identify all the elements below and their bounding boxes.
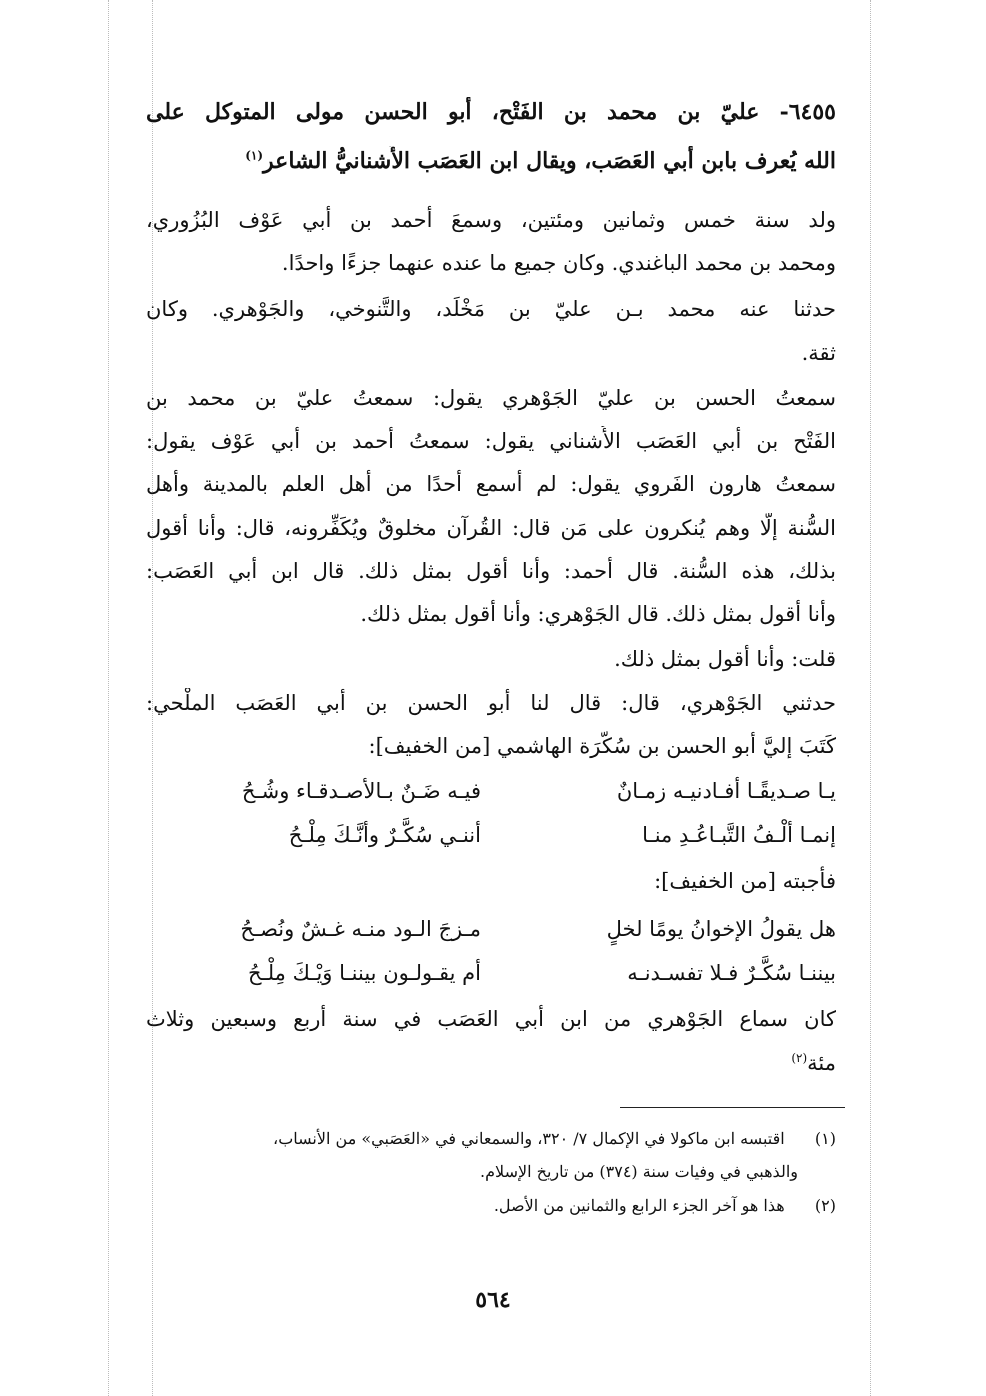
paragraph-line: ثقة. [801, 341, 836, 365]
verse-second-hemistich: فيـه ضَـنٌ بـالأصـدقـاء وشُـحُ [241, 779, 481, 803]
verse-second-hemistich: مـزجَ الـود منـه غـشٌ ونُصـحُ [240, 917, 481, 941]
verse-first-hemistich: يـا صـديقًـا أفـادنيـه زمـانٌ [616, 779, 836, 803]
reply-intro: فأجبته [من الخفيف]: [654, 869, 836, 893]
paragraph-line: سمعتُ هارون الفَروي يقول: لم أسمع أحدًا من أهل العلم بالمدينة وأهل [146, 472, 836, 496]
footnote-1-number: (١) [814, 1129, 836, 1148]
paragraph-line: حدثنا عنه محمد بـن عليّ بن مَخْلَد، والتَّنوخي، والجَوْهري. وكان [146, 297, 836, 321]
paragraph-line: وأنا أقول بمثل ذلك. قال الجَوْهري: وأنا أقول بمثل ذلك. [360, 602, 836, 626]
paragraph-line: سمعتُ الحسن بن عليّ الجَوْهري يقول: سمعتُ عليّ بن محمد بن [146, 386, 836, 410]
footnote-1-line [146, 1127, 836, 1151]
footnote-2-line [146, 1194, 836, 1218]
paragraph-line: حدثني الجَوْهري، قال: قال لنا أبو الحسن بن أبي العَصَب الملْحي: [146, 691, 836, 715]
verse-second-hemistich: أم يقـولـون بيننـا وَيْـكَ مِلْـحُ [248, 961, 481, 985]
paragraph-line: قلت: وأنا أقول بمثل ذلك. [614, 647, 836, 671]
paragraph-line: كان سماع الجَوْهري من ابن أبي العَصَب في سنة أربع وسبعين وثلاث [146, 1007, 836, 1031]
paragraph-line: بذلك، هذه السُّنة. قال أحمد: وأنا أقول بمثل ذلك. قال ابن أبي العَصَب: [146, 559, 836, 583]
footnote-2-number: (٢) [814, 1196, 836, 1215]
footnote-ref-1: (١) [245, 148, 264, 163]
footnote-1-text: اقتبسه ابن ماكولا في الإكمال ٧/ ٣٢٠، والسمعاني في «العَصَبي» من الأنساب، [273, 1129, 785, 1148]
entry-heading-text: الله يُعرف بابن أبي العَصَب، ويقال ابن العَصَب الأُشنانيُّ الشاعر [263, 148, 836, 174]
entry-heading-line-1: ٦٤٥٥- عليّ بن محمد بن الفَتْح، أبو الحسن مولى المتوكل على [146, 99, 836, 125]
footnote-separator [620, 1107, 845, 1108]
paragraph-line: كَتَبَ إليَّ أبو الحسن بن سُكَّرَة الهاشمي [من الخفيف]: [368, 734, 836, 758]
paragraph-line: السُّنة إلّا وهم يُنكرون على مَن قال: القُرآن مخلوقٌ ويُكَفِّرونه، قال: وأنا أقول [146, 516, 836, 540]
paragraph-line-last [146, 1048, 836, 1078]
entry-heading-line-2 [146, 146, 836, 176]
paragraph-line: ومحمد بن محمد الباغندي. وكان جميع ما عنده عنهما جزءًا واحدًا. [281, 251, 836, 275]
page-number: ٥٦٤ [475, 1287, 511, 1313]
scan-artifact-line [870, 0, 871, 1396]
verse-first-hemistich: هل يقولُ الإخوانُ يومًا لخلٍ [606, 917, 836, 941]
footnote-ref-2: (٢) [791, 1051, 808, 1065]
scan-artifact-line [108, 0, 109, 1396]
closing-text: مئة [807, 1051, 836, 1075]
verse-first-hemistich: بيننـا سُكَّـرٌ فـلا تفسـدنـه [627, 961, 836, 985]
verse-second-hemistich: أننـي سُكَّـرٌ وأنَّـكَ مِلْـحُ [288, 823, 481, 847]
paragraph-line: الفَتْح بن أبي العَصَب الأُشناني يقول: سمعتُ أحمد بن أبي عَوْف يقول: [146, 429, 836, 453]
footnote-2-text: هذا هو آخر الجزء الرابع والثمانين من الأصل. [493, 1196, 785, 1215]
verse-first-hemistich: إنمـا ألْـفُ التَّبـاعُـدِ منـا [642, 823, 836, 847]
paragraph-line: ولد سنة خمس وثمانين ومئتين، وسمعَ أحمد بن أبي عَوْف البُزُوري، [146, 208, 836, 232]
footnote-1-continuation: والذهبي في وفيات سنة (٣٧٤) من تاريخ الإسلام. [480, 1162, 798, 1181]
